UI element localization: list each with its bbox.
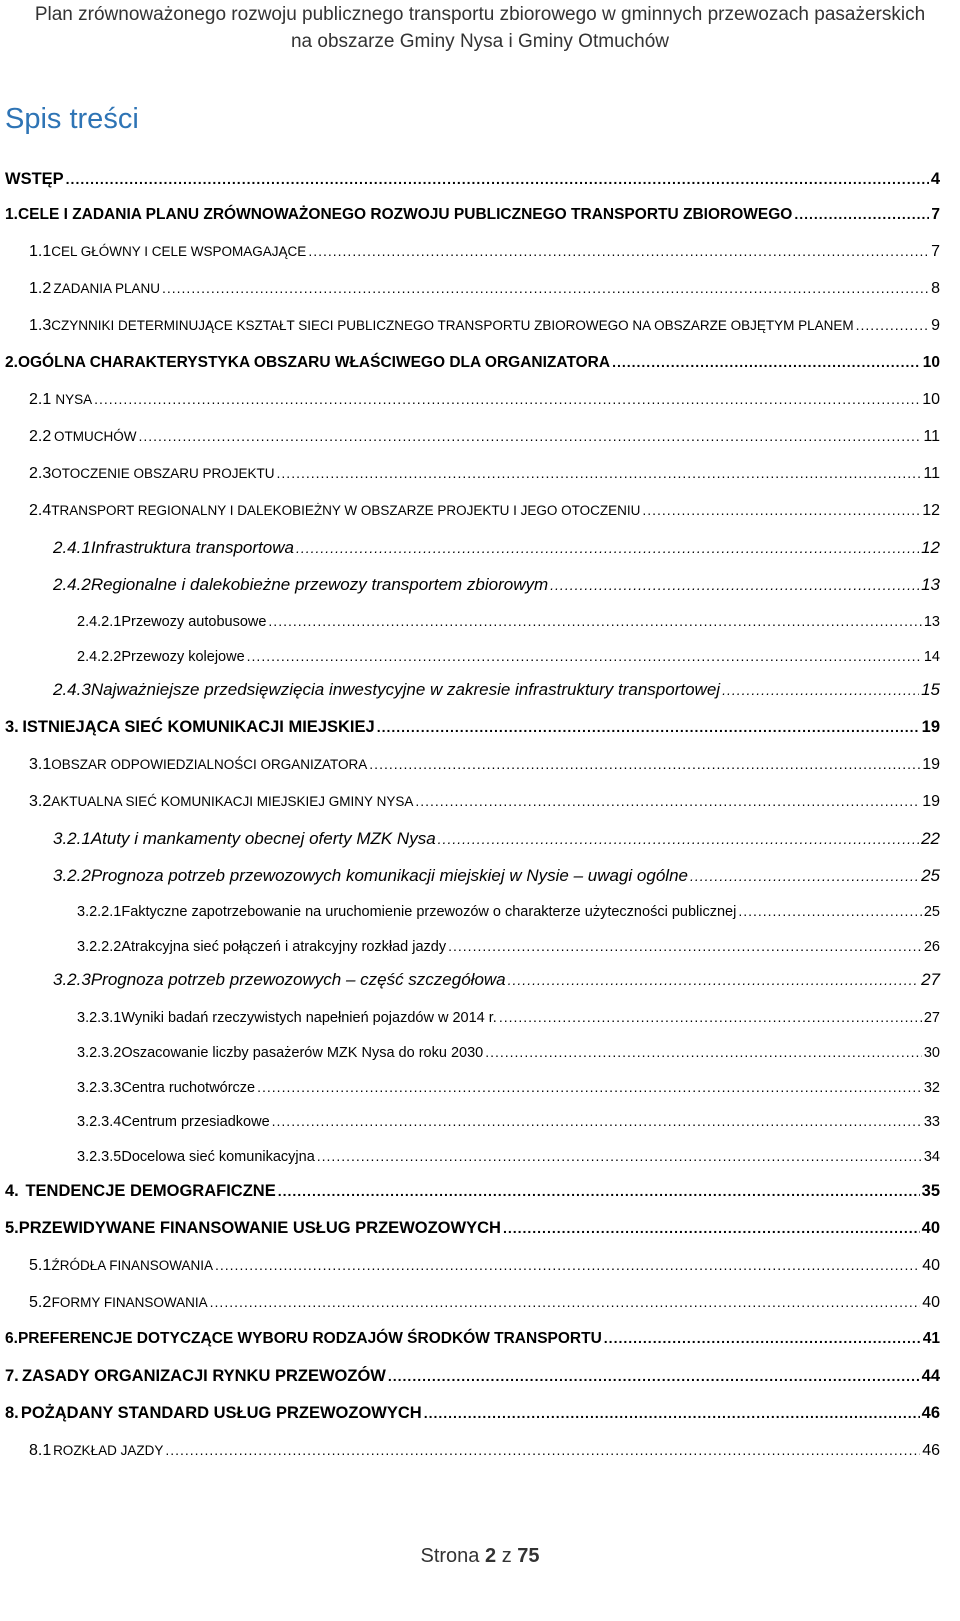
toc-entry-3-2-3-2[interactable] xyxy=(77,1044,940,1061)
toc-number: 2.4 xyxy=(29,502,52,519)
toc-page: 27 xyxy=(921,970,940,989)
toc-entry-3-2-1[interactable] xyxy=(53,829,940,849)
toc-number: 2.4.2.1 xyxy=(77,614,122,630)
toc-leader-dots xyxy=(162,280,929,296)
toc-leader-dots xyxy=(296,540,919,556)
toc-leader-dots xyxy=(272,1113,922,1129)
toc-number: 3.1 xyxy=(29,756,52,773)
toc-number: 2.1 xyxy=(29,391,52,408)
toc-entry-2-3[interactable] xyxy=(29,465,940,483)
toc-number: 3.2.3.2 xyxy=(77,1045,122,1061)
toc-leader-dots xyxy=(738,903,922,919)
toc-page: 10 xyxy=(922,391,940,408)
toc-leader-dots xyxy=(66,171,929,187)
toc-label: FORMY FINANSOWANIA xyxy=(51,1295,208,1310)
toc-leader-dots xyxy=(138,428,921,444)
toc-leader-dots xyxy=(508,972,919,988)
toc-leader-dots xyxy=(550,577,919,593)
toc-number: 5.1 xyxy=(29,1257,52,1274)
toc-label: Atuty i mankamenty obecnej oferty MZK Nysa xyxy=(90,829,436,848)
toc-label: OGÓLNA CHARAKTERYSTYKA OBSZARU WŁAŚCIWEGO DLA ORGANIZATORA xyxy=(17,354,611,371)
toc-label: Przewozy autobusowe xyxy=(121,614,267,630)
toc-label: ZADANIA PLANU xyxy=(53,281,160,296)
toc-number: 3.2.1 xyxy=(53,829,91,848)
toc-leader-dots xyxy=(690,868,919,884)
toc-page: 8 xyxy=(931,280,940,297)
toc-entry-3-2-2-2[interactable] xyxy=(77,938,940,955)
toc-entry-1[interactable] xyxy=(5,206,940,224)
toc-page: 46 xyxy=(921,1404,940,1422)
toc-entry-5-2[interactable] xyxy=(29,1294,940,1312)
toc-leader-dots xyxy=(612,354,921,370)
toc-entry-2-4[interactable] xyxy=(29,502,940,520)
toc-entry-2-1[interactable] xyxy=(29,391,940,409)
toc-label: TENDENCJE DEMOGRAFICZNE xyxy=(25,1182,276,1200)
toc-label: AKTUALNA SIEĆ KOMUNIKACJI MIEJSKIEJ GMINY NYSA xyxy=(51,794,414,809)
toc-entry-1-1[interactable] xyxy=(29,243,940,261)
toc-label: Centrum przesiadkowe xyxy=(121,1114,270,1130)
toc-number: 3.2.3.4 xyxy=(77,1114,122,1130)
toc-leader-dots xyxy=(247,648,922,664)
toc-page: 34 xyxy=(923,1149,940,1165)
toc-page: 4 xyxy=(930,170,940,188)
toc-label: Prognoza potrzeb przewozowych – część szczegółowa xyxy=(90,970,506,989)
toc-page: 32 xyxy=(923,1080,940,1096)
toc-page: 40 xyxy=(921,1219,940,1237)
toc-label: CZYNNIKI DETERMINUJĄCE KSZTAŁT SIECI PUBLICZNEGO TRANSPORTU ZBIOROWEGO NA OBSZARZE OBJĘTYM PLANEM xyxy=(51,318,854,333)
toc-page: 27 xyxy=(923,1010,940,1026)
toc-number: 1. xyxy=(5,206,18,223)
toc-page: 19 xyxy=(922,793,940,810)
toc-leader-dots xyxy=(485,1044,922,1060)
toc-entry-2[interactable] xyxy=(5,354,940,372)
toc-label: ŹRÓDŁA FINANSOWANIA xyxy=(51,1258,213,1273)
toc-label: Atrakcyjna sieć połączeń i atrakcyjny rozkład jazdy xyxy=(121,939,447,955)
toc-entry-2-4-2[interactable] xyxy=(53,575,940,595)
toc-label: Najważniejsze przedsięwzięcia inwestycyjne w zakresie infrastruktury transportowej xyxy=(90,680,721,699)
toc-entry-2-2[interactable] xyxy=(29,428,940,446)
toc-number: 3.2 xyxy=(29,793,52,810)
toc-leader-dots xyxy=(499,1009,922,1025)
toc-number: 2.4.2 xyxy=(53,575,91,594)
toc-number: 5. xyxy=(5,1219,19,1237)
toc-entry-8[interactable] xyxy=(5,1404,940,1423)
toc-number: 8. xyxy=(5,1404,19,1422)
toc-leader-dots xyxy=(215,1257,920,1273)
toc-number: 3.2.3.1 xyxy=(77,1010,122,1026)
toc-label: PRZEWIDYWANE FINANSOWANIE USŁUG PRZEWOZOWYCH xyxy=(18,1219,501,1237)
toc-leader-dots xyxy=(794,206,929,222)
toc-entry-3-2-3[interactable] xyxy=(53,970,940,990)
toc-label: ISTNIEJĄCA SIEĆ KOMUNIKACJI MIEJSKIEJ xyxy=(22,718,375,736)
toc-page: 7 xyxy=(931,206,940,223)
toc-page: 12 xyxy=(921,538,940,557)
toc-entry-2-4-1[interactable] xyxy=(53,538,940,558)
toc-entry-2-4-2-1[interactable] xyxy=(77,613,940,630)
toc-page: 40 xyxy=(922,1294,940,1311)
toc-leader-dots xyxy=(503,1220,920,1236)
toc-entry-3-1[interactable] xyxy=(29,756,940,774)
toc-number: 1.2 xyxy=(29,280,52,297)
toc-page: 33 xyxy=(923,1114,940,1130)
toc-page: 46 xyxy=(922,1442,940,1459)
toc-leader-dots xyxy=(388,1368,920,1384)
page-footer xyxy=(0,1545,960,1568)
toc-label: TRANSPORT REGIONALNY I DALEKOBIEŻNY W OBSZARZE PROJEKTU I JEGO OTOCZENIU xyxy=(51,503,641,518)
toc-leader-dots xyxy=(604,1330,921,1346)
toc-label: ZASADY ORGANIZACJI RYNKU PRZEWOZÓW xyxy=(21,1367,386,1385)
toc-label: OTOCZENIE OBSZARU PROJEKTU xyxy=(51,466,275,481)
toc-entry-2-4-3[interactable] xyxy=(53,680,940,700)
toc-page: 13 xyxy=(921,575,940,594)
toc-number: 3. xyxy=(5,718,19,736)
toc-entry-7[interactable] xyxy=(5,1367,940,1386)
toc-page: 26 xyxy=(923,939,940,955)
toc-leader-dots xyxy=(210,1294,921,1310)
toc-entry-1-2[interactable] xyxy=(29,280,940,298)
footer-total-pages: 75 xyxy=(517,1545,540,1567)
toc-number: 3.2.2.1 xyxy=(77,904,122,920)
toc-label: Faktyczne zapotrzebowanie na uruchomienie przewozów o charakterze użyteczności publicznej xyxy=(121,904,737,920)
toc-page: 7 xyxy=(931,243,940,260)
toc-page: 12 xyxy=(922,502,940,519)
toc-page: 15 xyxy=(921,680,940,699)
toc-number: 8.1 xyxy=(29,1442,52,1459)
toc-leader-dots xyxy=(278,1183,920,1199)
toc-leader-dots xyxy=(268,613,921,629)
toc-leader-dots xyxy=(308,243,929,259)
toc-label: Docelowa sieć komunikacyjna xyxy=(121,1149,315,1165)
toc-page: 35 xyxy=(921,1182,940,1200)
toc-page: 10 xyxy=(922,354,940,371)
toc-label: OTMUCHÓW xyxy=(53,429,137,444)
toc-page: 19 xyxy=(921,718,940,736)
toc-entry-3-2-3-3[interactable] xyxy=(77,1079,940,1096)
toc-label: WSTĘP xyxy=(5,170,64,188)
toc-page: 41 xyxy=(922,1330,940,1347)
toc-number: 6. xyxy=(5,1330,18,1347)
toc-entry-3-2-2-1[interactable] xyxy=(77,903,940,920)
toc-number: 4. xyxy=(5,1182,19,1200)
page-header xyxy=(0,0,960,55)
toc-entry-3-2[interactable] xyxy=(29,793,940,811)
toc-number: 2.4.3 xyxy=(53,680,91,699)
toc-leader-dots xyxy=(722,682,919,698)
toc-entry-1-3[interactable] xyxy=(29,317,940,335)
header-line-2: na obszarze Gminy Nysa i Gminy Otmuchów xyxy=(290,31,669,52)
toc-entry-5-1[interactable] xyxy=(29,1257,940,1275)
toc-leader-dots xyxy=(642,502,920,518)
toc-number: 3.2.3 xyxy=(53,970,91,989)
toc-leader-dots xyxy=(424,1405,920,1421)
toc-label: Infrastruktura transportowa xyxy=(90,538,294,557)
toc-number: 2.3 xyxy=(29,465,52,482)
toc-entry-wstep[interactable] xyxy=(5,170,940,189)
toc-label: Przewozy kolejowe xyxy=(121,649,245,665)
footer-page-number: 2 xyxy=(485,1545,497,1567)
toc-leader-dots xyxy=(277,465,922,481)
toc-number: 3.2.3.5 xyxy=(77,1149,122,1165)
toc-leader-dots xyxy=(856,317,929,333)
toc-entry-3[interactable] xyxy=(5,718,940,737)
toc-page: 25 xyxy=(923,904,940,920)
toc-label: CELE I ZADANIA PLANU ZRÓWNOWAŻONEGO ROZWOJU PUBLICZNEGO TRANSPORTU ZBIOROWEGO xyxy=(17,206,793,223)
toc-number: 7. xyxy=(5,1367,19,1385)
toc-number: 3.2.2 xyxy=(53,866,91,885)
toc-number: 2. xyxy=(5,354,18,371)
toc-page: 22 xyxy=(921,829,940,848)
toc-number: 3.2.2.2 xyxy=(77,939,122,955)
toc-leader-dots xyxy=(257,1079,922,1095)
toc-page: 25 xyxy=(921,866,940,885)
toc-leader-dots xyxy=(165,1442,920,1458)
toc-label: Prognoza potrzeb przewozowych komunikacji miejskiej w Nysie – uwagi ogólne xyxy=(90,866,688,885)
footer-separator: z xyxy=(501,1545,512,1567)
toc-entry-3-2-3-4[interactable] xyxy=(77,1113,940,1130)
toc-leader-dots xyxy=(377,719,920,735)
toc-page: 30 xyxy=(923,1045,940,1061)
toc-page: 11 xyxy=(923,428,940,445)
toc-number: 2.4.2.2 xyxy=(77,649,122,665)
toc-label: Regionalne i dalekobieżne przewozy transportem zbiorowym xyxy=(90,575,549,594)
toc-entry-3-2-3-5[interactable] xyxy=(77,1148,940,1165)
toc-leader-dots xyxy=(415,793,920,809)
toc-page: 9 xyxy=(931,317,940,334)
toc-number: 1.3 xyxy=(29,317,52,334)
toc-label: PREFERENCJE DOTYCZĄCE WYBORU RODZAJÓW ŚRODKÓW TRANSPORTU xyxy=(17,1330,602,1347)
toc-entry-2-4-2-2[interactable] xyxy=(77,648,940,665)
toc-page: 11 xyxy=(923,465,940,482)
header-line-1: Plan zrównoważonego rozwoju publicznego transportu zbiorowego w gminnych przewozach pasażerskich xyxy=(34,4,926,25)
toc-label: ROZKŁAD JAZDY xyxy=(53,1443,164,1458)
toc-number: 3.2.3.3 xyxy=(77,1080,122,1096)
toc-entry-4[interactable] xyxy=(5,1182,940,1201)
toc-number: 2.4.1 xyxy=(53,538,91,557)
toc-label: CEL GŁÓWNY I CELE WSPOMAGAJĄCE xyxy=(51,244,307,259)
toc-leader-dots xyxy=(448,938,922,954)
toc-leader-dots xyxy=(438,831,919,847)
toc-leader-dots xyxy=(317,1148,922,1164)
toc-leader-dots xyxy=(369,756,920,772)
toc-entry-8-1[interactable] xyxy=(29,1442,940,1460)
toc-page: 19 xyxy=(922,756,940,773)
toc-number: 1.1 xyxy=(29,243,52,260)
toc-label: Oszacowanie liczby pasażerów MZK Nysa do roku 2030 xyxy=(121,1045,484,1061)
toc-entry-3-2-3-1[interactable] xyxy=(77,1009,940,1026)
toc-page: 14 xyxy=(923,649,940,665)
toc-page: 44 xyxy=(921,1367,940,1385)
footer-prefix: Strona xyxy=(420,1545,480,1567)
toc-label: NYSA xyxy=(55,392,93,407)
toc-leader-dots xyxy=(94,391,920,407)
toc-label: OBSZAR ODPOWIEDZIALNOŚCI ORGANIZATORA xyxy=(51,757,368,772)
toc-page: 40 xyxy=(922,1257,940,1274)
toc-number: 5.2 xyxy=(29,1294,52,1311)
toc-number: 2.2 xyxy=(29,428,52,445)
page-title: Spis treści xyxy=(5,103,139,135)
toc-label: Wyniki badań rzeczywistych napełnień pojazdów w 2014 r. xyxy=(121,1010,497,1026)
toc-entry-3-2-2[interactable] xyxy=(53,866,940,886)
toc-label: POŻĄDANY STANDARD USŁUG PRZEWOZOWYCH xyxy=(20,1404,422,1422)
toc-page: 13 xyxy=(923,614,940,630)
toc-label: Centra ruchotwórcze xyxy=(121,1080,256,1096)
toc-entry-6[interactable] xyxy=(5,1330,940,1348)
toc-entry-5[interactable] xyxy=(5,1219,940,1238)
